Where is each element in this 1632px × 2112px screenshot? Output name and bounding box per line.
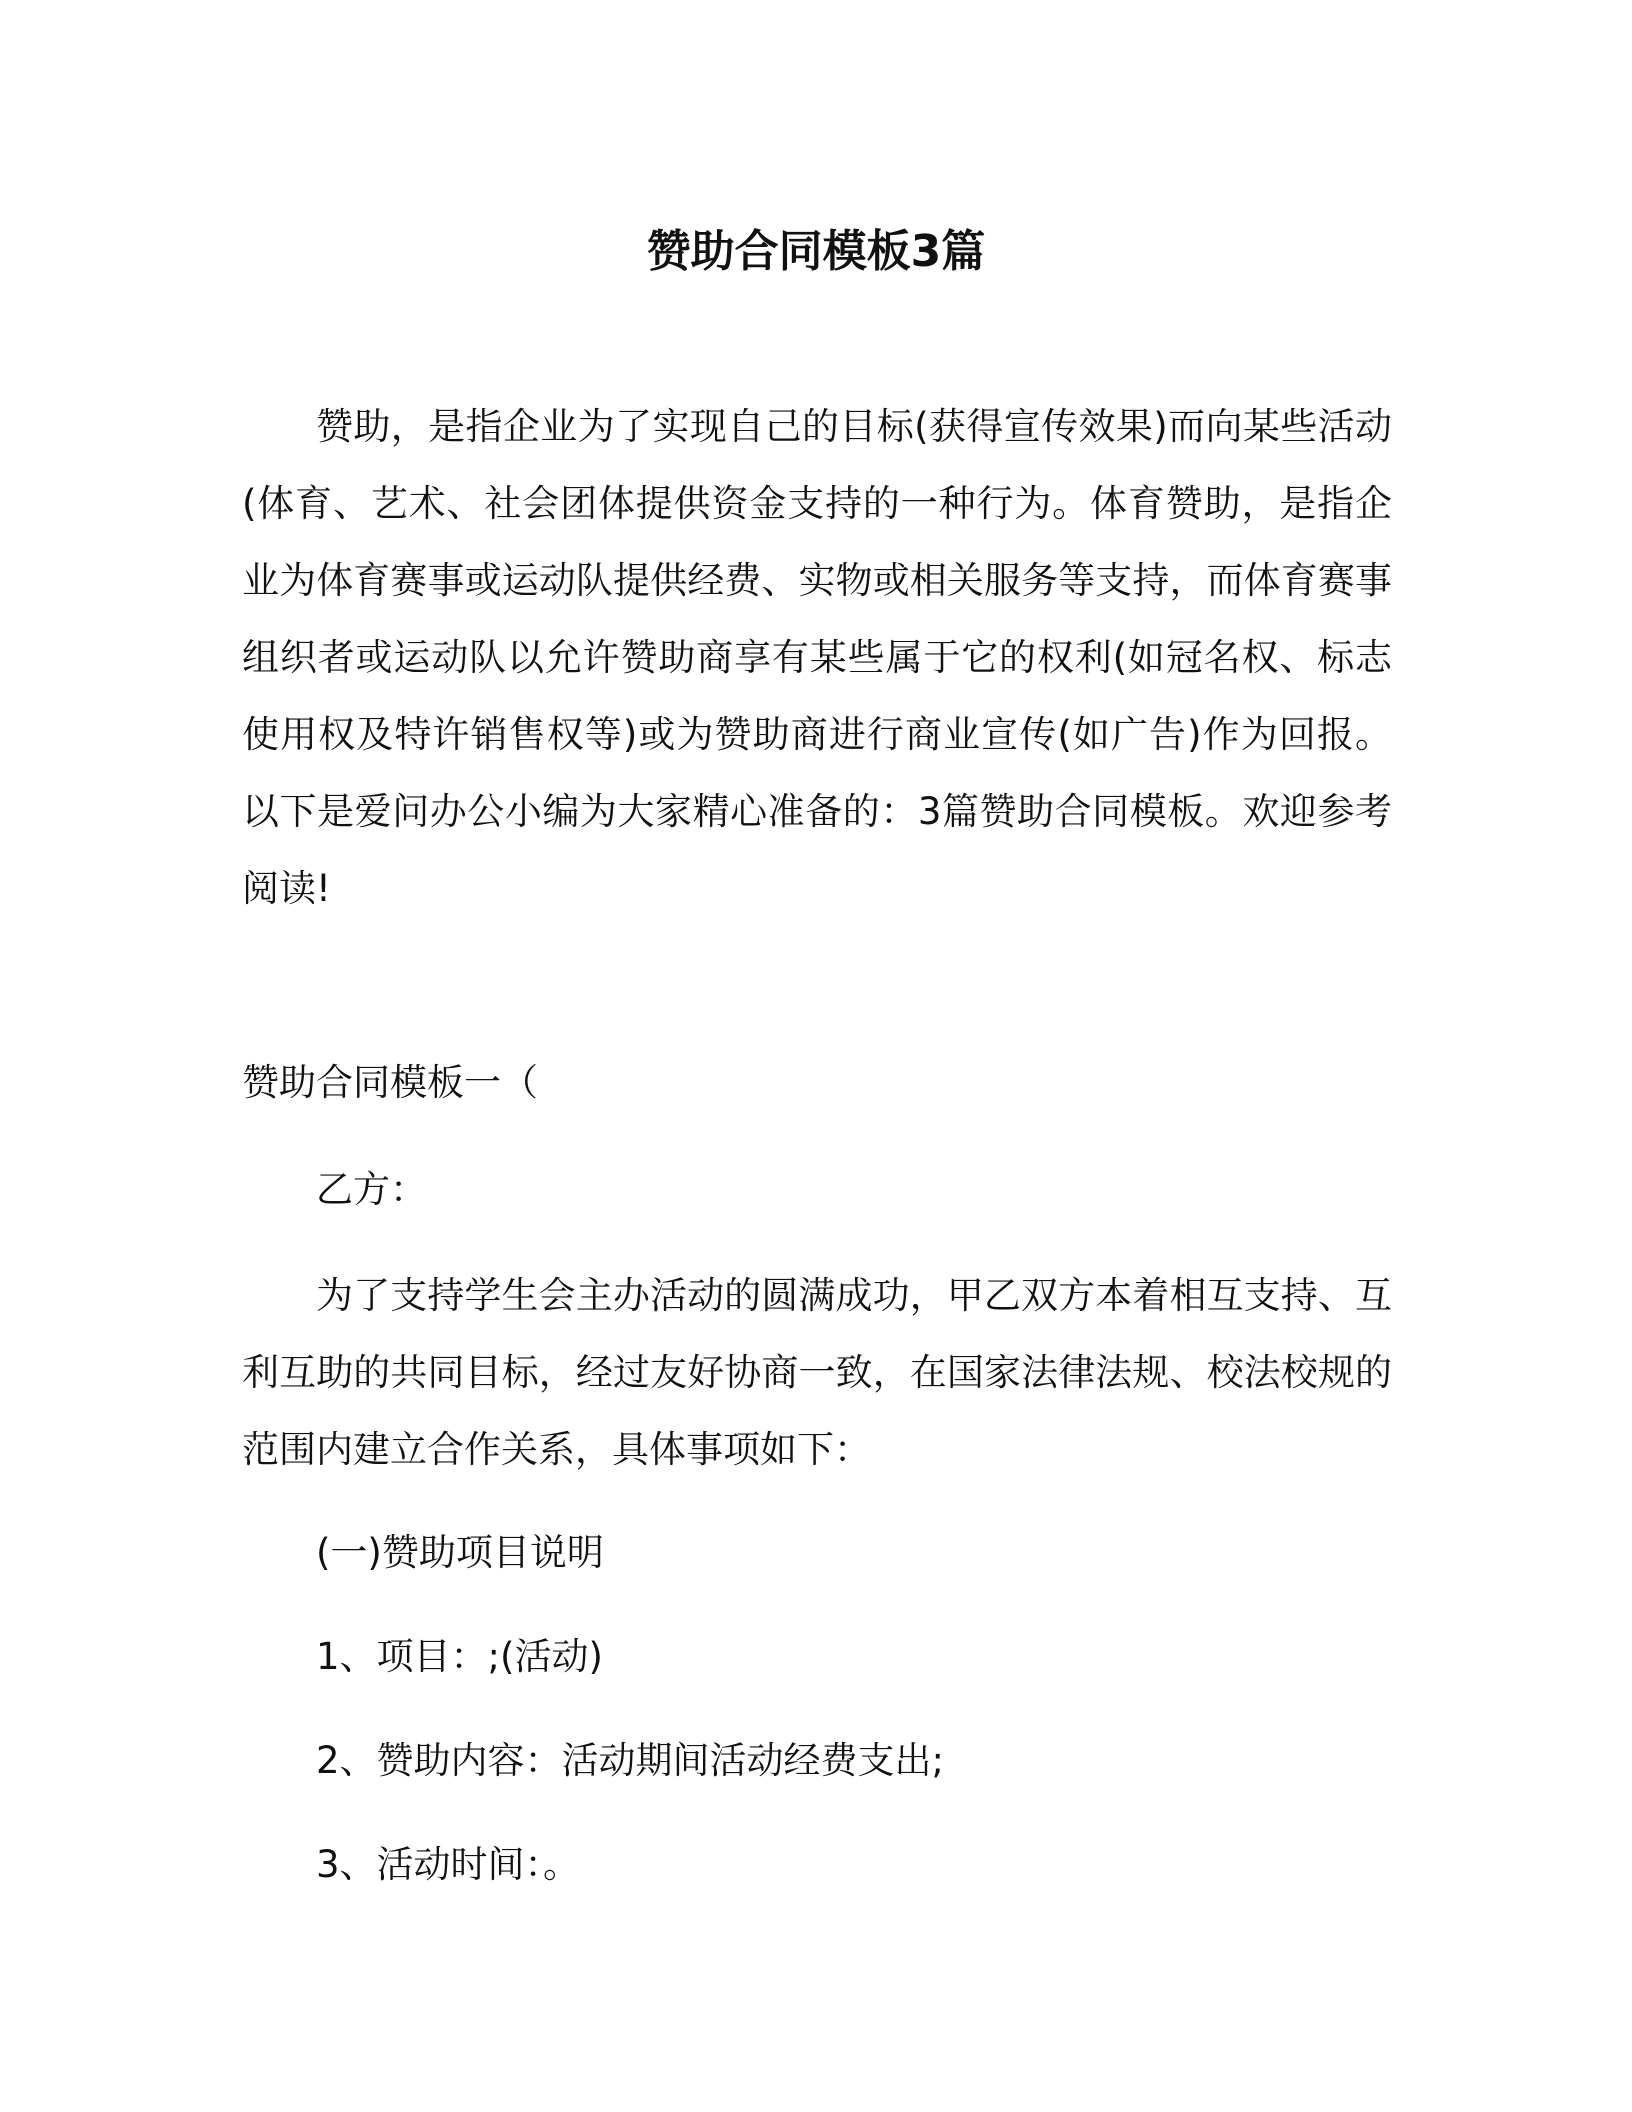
party-b-label: 乙方： xyxy=(316,1168,427,1211)
list-item: 1、项目：;(活动) xyxy=(316,1635,603,1678)
intro-paragraph: 赞助，是指企业为了实现自己的目标(获得宣传效果)而向某些活动(体育、艺术、社会团体提供资金支持的一种行为。体育赞助，是指企业为体育赛事或运动队提供经费、实物或相关服务等支持，而体育赛事组织者或运动队以允许赞助商享有某些属于它的权利(如冠名权、标志使用权及特许销售权等)或为赞助商进行商业宣传(如广告)作为回报。以下是爱问办公小编为大家精心准备的：3篇赞助合同模板。欢迎参考阅读! xyxy=(242,405,1392,910)
document-title: 赞助合同模板3篇 xyxy=(646,226,986,277)
subsection-title: (一)赞助项目说明 xyxy=(316,1531,604,1574)
section-heading: 赞助合同模板一（ xyxy=(242,1061,538,1104)
list-item: 2、赞助内容：活动期间活动经费支出; xyxy=(316,1739,945,1782)
list-item: 3、活动时间：。 xyxy=(316,1843,581,1886)
purpose-paragraph: 为了支持学生会主办活动的圆满成功，甲乙双方本着相互支持、互利互助的共同目标，经过友好协商一致，在国家法律法规、校法校规的范围内建立合作关系，具体事项如下： xyxy=(242,1274,1392,1471)
